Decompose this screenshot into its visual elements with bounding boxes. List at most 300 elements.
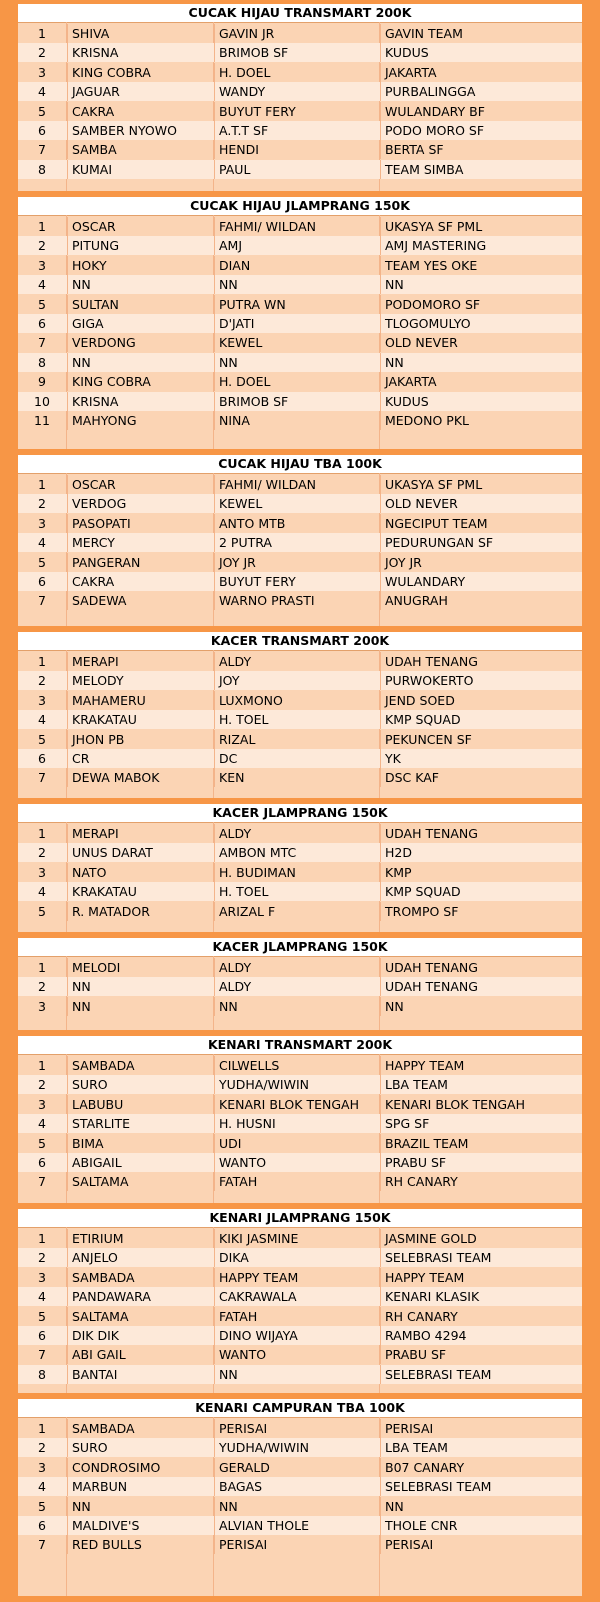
rank-cell: 3 (38, 692, 46, 708)
team-cell: KMP SQUAD (380, 710, 582, 729)
bird-name-cell: CAKRA (67, 572, 217, 591)
owner-cell: FAHMI/ WILDAN (214, 217, 383, 236)
team-cell: UKASYA SF PML (380, 217, 582, 236)
owner-cell: DINO WIJAYA (214, 1326, 383, 1345)
rank-cell: 5 (38, 731, 46, 747)
category-title: CUCAK HIJAU TRANSMART 200K (18, 4, 582, 23)
team-cell: PERISAI (380, 1419, 582, 1438)
owner-cell: H. HUSNI (214, 1114, 383, 1133)
owner-cell: KEN (214, 768, 383, 787)
rank-cell: 6 (38, 751, 46, 766)
owner-cell: JOY (214, 671, 383, 690)
owner-cell: BUYUT FERY (214, 102, 383, 121)
table-row (18, 392, 582, 411)
owner-cell: 2 PUTRA (214, 533, 383, 552)
bird-name-cell: SAMBADA (67, 1056, 217, 1075)
owner-cell: GERALD (214, 1458, 383, 1477)
category-title: KENARI TRANSMART 200K (18, 1036, 582, 1055)
team-cell: NN (380, 1497, 582, 1516)
rank-cell: 3 (38, 515, 46, 531)
team-cell: KUDUS (380, 43, 582, 62)
bird-name-cell: ABI GAIL (67, 1345, 217, 1364)
team-cell: YK (380, 749, 582, 768)
bird-name-cell: SALTAMA (67, 1307, 217, 1326)
table-row (18, 1229, 582, 1248)
owner-cell: YUDHA/WIWIN (214, 1075, 383, 1094)
bird-name-cell: DEWA MABOK (67, 768, 217, 787)
rank-cell: 1 (38, 477, 46, 492)
rank-cell: 4 (38, 535, 46, 551)
bird-name-cell: R. MATADOR (67, 902, 217, 921)
category-title: KENARI CAMPURAN TBA 100K (18, 1399, 582, 1418)
bird-name-cell: GIGA (67, 314, 217, 333)
team-cell: PERISAI (380, 1535, 582, 1554)
table-row (18, 514, 582, 533)
rank-cell: 1 (38, 1421, 46, 1436)
rank-cell: 5 (38, 1308, 46, 1324)
team-cell: GAVIN TEAM (380, 24, 582, 43)
bird-name-cell: SAMBER NYOWO (67, 121, 217, 140)
owner-cell: NN (214, 1497, 383, 1516)
table-row (18, 1458, 582, 1477)
owner-cell: H. TOEL (214, 882, 383, 901)
rank-cell: 1 (38, 826, 46, 841)
rank-cell: 8 (38, 1366, 46, 1382)
team-cell: UKASYA SF PML (380, 475, 582, 494)
bird-name-cell: MARBUN (67, 1477, 217, 1496)
table-row (18, 572, 582, 591)
bird-name-cell: PANDAWARA (67, 1287, 217, 1306)
table-row (18, 121, 582, 140)
team-cell: KENARI BLOK TENGAH (380, 1095, 582, 1114)
table-row (18, 958, 582, 977)
rank-cell: 2 (38, 845, 46, 861)
owner-cell: H. DOEL (214, 63, 383, 82)
rank-cell: 4 (38, 1116, 46, 1132)
team-cell: PODO MORO SF (380, 121, 582, 140)
owner-cell: NN (214, 997, 383, 1016)
category-title: KACER TRANSMART 200K (18, 632, 582, 651)
category-title: KACER JLAMPRANG 150K (18, 938, 582, 957)
rank-cell: 1 (38, 26, 46, 41)
bird-name-cell: ABIGAIL (67, 1153, 217, 1172)
owner-cell: ALDY (214, 824, 383, 843)
rank-cell: 1 (38, 1231, 46, 1246)
category-block (18, 632, 582, 798)
owner-cell: AMBON MTC (214, 843, 383, 862)
owner-cell: HAPPY TEAM (214, 1268, 383, 1287)
team-cell: PRABU SF (380, 1153, 582, 1172)
owner-cell: NN (214, 1365, 383, 1384)
bird-name-cell: SALTAMA (67, 1172, 217, 1191)
bird-name-cell: NN (67, 997, 217, 1016)
table-row (18, 691, 582, 710)
team-cell: PURWOKERTO (380, 671, 582, 690)
team-cell: RH CANARY (380, 1172, 582, 1191)
table-row (18, 1095, 582, 1114)
team-cell: LBA TEAM (380, 1438, 582, 1457)
team-cell: BERTA SF (380, 140, 582, 159)
team-cell: UDAH TENANG (380, 958, 582, 977)
bird-name-cell: KUMAI (67, 160, 217, 179)
team-cell: BRAZIL TEAM (380, 1134, 582, 1153)
owner-cell: GAVIN JR (214, 24, 383, 43)
rank-cell: 6 (38, 316, 46, 331)
owner-cell: RIZAL (214, 730, 383, 749)
team-cell: UDAH TENANG (380, 652, 582, 671)
rank-cell: 4 (38, 1289, 46, 1305)
rank-cell: 4 (38, 84, 46, 100)
bird-name-cell: PANGERAN (67, 553, 217, 572)
table-row (18, 730, 582, 749)
team-cell: RAMBO 4294 (380, 1326, 582, 1345)
bird-name-cell: KRAKATAU (67, 882, 217, 901)
owner-cell: NINA (214, 411, 383, 430)
bird-name-cell: VERDONG (67, 333, 217, 352)
rank-cell: 10 (34, 393, 50, 409)
team-cell: THOLE CNR (380, 1516, 582, 1535)
owner-cell: ALDY (214, 977, 383, 996)
owner-cell: DC (214, 749, 383, 768)
table-row (18, 977, 582, 996)
owner-cell: CILWELLS (214, 1056, 383, 1075)
owner-cell: PERISAI (214, 1535, 383, 1554)
bird-name-cell: OSCAR (67, 475, 217, 494)
table-row (18, 1114, 582, 1133)
rank-cell: 7 (38, 1347, 46, 1363)
bird-name-cell: NATO (67, 863, 217, 882)
table-row (18, 217, 582, 236)
bird-name-cell: NN (67, 353, 217, 372)
bird-name-cell: CAKRA (67, 102, 217, 121)
table-row (18, 652, 582, 671)
table-row (18, 372, 582, 391)
category-block (18, 4, 582, 191)
table-row (18, 533, 582, 552)
team-cell: JASMINE GOLD (380, 1229, 582, 1248)
rank-cell: 2 (38, 673, 46, 689)
team-cell: PURBALINGGA (380, 82, 582, 101)
team-cell: H2D (380, 843, 582, 862)
table-row (18, 1172, 582, 1191)
owner-cell: HENDI (214, 140, 383, 159)
rank-cell: 7 (38, 335, 46, 351)
bird-name-cell: OSCAR (67, 217, 217, 236)
owner-cell: PUTRA WN (214, 295, 383, 314)
category-block (18, 938, 582, 1030)
table-row (18, 1497, 582, 1516)
table-row (18, 411, 582, 430)
table-row (18, 82, 582, 101)
table-row (18, 1477, 582, 1496)
table-row (18, 671, 582, 690)
team-cell: B07 CANARY (380, 1458, 582, 1477)
rank-cell: 5 (38, 103, 46, 119)
rank-cell: 6 (38, 574, 46, 589)
table-row (18, 494, 582, 513)
owner-cell: WANDY (214, 82, 383, 101)
table-row (18, 43, 582, 62)
category-block (18, 1036, 582, 1203)
owner-cell: FATAH (214, 1172, 383, 1191)
rank-cell: 6 (38, 1518, 46, 1533)
rank-cell: 5 (38, 296, 46, 312)
team-cell: SPG SF (380, 1114, 582, 1133)
rank-cell: 4 (38, 1479, 46, 1495)
owner-cell: KIKI JASMINE (214, 1229, 383, 1248)
rank-cell: 5 (38, 1135, 46, 1151)
bird-name-cell: NN (67, 275, 217, 294)
rank-cell: 7 (38, 1174, 46, 1190)
table-row (18, 140, 582, 159)
rank-cell: 3 (38, 257, 46, 273)
table-row (18, 1075, 582, 1094)
team-cell: TEAM SIMBA (380, 160, 582, 179)
team-cell: SELEBRASI TEAM (380, 1477, 582, 1496)
table-row (18, 749, 582, 768)
rank-cell: 2 (38, 979, 46, 995)
rank-cell: 3 (38, 64, 46, 80)
rank-cell: 8 (38, 354, 46, 370)
bird-name-cell: BIMA (67, 1134, 217, 1153)
owner-cell: DIAN (214, 256, 383, 275)
bird-name-cell: RED BULLS (67, 1535, 217, 1554)
bird-name-cell: MALDIVE'S (67, 1516, 217, 1535)
bird-name-cell: ANJELO (67, 1248, 217, 1267)
rank-cell: 3 (38, 998, 46, 1014)
rank-cell: 6 (38, 1328, 46, 1343)
team-cell: JEND SOED (380, 691, 582, 710)
owner-cell: ALDY (214, 652, 383, 671)
bird-name-cell: NN (67, 1497, 217, 1516)
rank-cell: 1 (38, 654, 46, 669)
bird-name-cell: SAMBA (67, 140, 217, 159)
table-row (18, 63, 582, 82)
bird-name-cell: LABUBU (67, 1095, 217, 1114)
bird-name-cell: SURO (67, 1075, 217, 1094)
table-row (18, 314, 582, 333)
team-cell: WULANDARY BF (380, 102, 582, 121)
bird-name-cell: SULTAN (67, 295, 217, 314)
owner-cell: ALVIAN THOLE (214, 1516, 383, 1535)
owner-cell: CAKRAWALA (214, 1287, 383, 1306)
bird-name-cell: NN (67, 977, 217, 996)
rank-cell: 7 (38, 1537, 46, 1553)
team-cell: KENARI KLASIK (380, 1287, 582, 1306)
bird-name-cell: MERCY (67, 533, 217, 552)
rank-cell: 1 (38, 960, 46, 975)
owner-cell: ARIZAL F (214, 902, 383, 921)
bird-name-cell: KRISNA (67, 43, 217, 62)
category-block (18, 1399, 582, 1596)
table-row (18, 768, 582, 787)
category-title: KACER JLAMPRANG 150K (18, 804, 582, 823)
owner-cell: BAGAS (214, 1477, 383, 1496)
owner-cell: KEWEL (214, 494, 383, 513)
owner-cell: LUXMONO (214, 691, 383, 710)
rank-cell: 3 (38, 1459, 46, 1475)
team-cell: UDAH TENANG (380, 824, 582, 843)
owner-cell: ANTO MTB (214, 514, 383, 533)
table-row (18, 295, 582, 314)
team-cell: HAPPY TEAM (380, 1268, 582, 1287)
team-cell: PODOMORO SF (380, 295, 582, 314)
owner-cell: FATAH (214, 1307, 383, 1326)
table-row (18, 710, 582, 729)
team-cell: UDAH TENANG (380, 977, 582, 996)
owner-cell: BUYUT FERY (214, 572, 383, 591)
bird-name-cell: PITUNG (67, 236, 217, 255)
category-block (18, 455, 582, 626)
rank-cell: 1 (38, 219, 46, 234)
bird-name-cell: CONDROSIMO (67, 1458, 217, 1477)
bird-name-cell: MELODI (67, 958, 217, 977)
bird-name-cell: MERAPI (67, 652, 217, 671)
category-block (18, 804, 582, 932)
team-cell: HAPPY TEAM (380, 1056, 582, 1075)
owner-cell: WARNO PRASTI (214, 591, 383, 610)
owner-cell: WANTO (214, 1153, 383, 1172)
table-row (18, 275, 582, 294)
rank-cell: 2 (38, 238, 46, 254)
rank-cell: 1 (38, 1058, 46, 1073)
team-cell: PEDURUNGAN SF (380, 533, 582, 552)
team-cell: NN (380, 353, 582, 372)
category-block (18, 1209, 582, 1393)
bird-name-cell: MELODY (67, 671, 217, 690)
team-cell: PRABU SF (380, 1345, 582, 1364)
owner-cell: BRIMOB SF (214, 43, 383, 62)
table-row (18, 1438, 582, 1457)
bird-name-cell: KING COBRA (67, 63, 217, 82)
rank-cell: 7 (38, 142, 46, 158)
team-cell: KUDUS (380, 392, 582, 411)
team-cell: JAKARTA (380, 372, 582, 391)
table-row (18, 353, 582, 372)
owner-cell: KENARI BLOK TENGAH (214, 1095, 383, 1114)
owner-cell: NN (214, 275, 383, 294)
team-cell: KMP SQUAD (380, 882, 582, 901)
bird-name-cell: SAMBADA (67, 1268, 217, 1287)
bird-name-cell: ETIRIUM (67, 1229, 217, 1248)
bird-name-cell: SADEWA (67, 591, 217, 610)
table-row (18, 236, 582, 255)
table-row (18, 591, 582, 610)
team-cell: JAKARTA (380, 63, 582, 82)
table-row (18, 1419, 582, 1438)
bird-name-cell: VERDOG (67, 494, 217, 513)
bird-name-cell: MAHYONG (67, 411, 217, 430)
team-cell: OLD NEVER (380, 333, 582, 352)
owner-cell: D'JATI (214, 314, 383, 333)
owner-cell: BRIMOB SF (214, 392, 383, 411)
owner-cell: H. TOEL (214, 710, 383, 729)
bird-name-cell: UNUS DARAT (67, 843, 217, 862)
rank-cell: 11 (34, 413, 50, 428)
team-cell: SELEBRASI TEAM (380, 1248, 582, 1267)
bird-name-cell: SAMBADA (67, 1419, 217, 1438)
rank-cell: 4 (38, 712, 46, 728)
team-cell: TLOGOMULYO (380, 314, 582, 333)
team-cell: OLD NEVER (380, 494, 582, 513)
bird-name-cell: KRISNA (67, 392, 217, 411)
owner-cell: H. BUDIMAN (214, 863, 383, 882)
rank-cell: 5 (38, 1498, 46, 1514)
bird-name-cell: JAGUAR (67, 82, 217, 101)
rank-cell: 3 (38, 864, 46, 880)
bird-name-cell: CR (67, 749, 217, 768)
rank-cell: 7 (38, 593, 46, 609)
bird-name-cell: SURO (67, 1438, 217, 1457)
bird-name-cell: KRAKATAU (67, 710, 217, 729)
team-cell: RH CANARY (380, 1307, 582, 1326)
table-row (18, 997, 582, 1016)
table-row (18, 102, 582, 121)
table-row (18, 24, 582, 43)
rank-cell: 4 (38, 277, 46, 293)
bird-name-cell: MAHAMERU (67, 691, 217, 710)
team-cell: TROMPO SF (380, 902, 582, 921)
table-row (18, 333, 582, 352)
team-cell: LBA TEAM (380, 1075, 582, 1094)
category-title: CUCAK HIJAU JLAMPRANG 150K (18, 197, 582, 216)
owner-cell: KEWEL (214, 333, 383, 352)
bird-name-cell: SHIVA (67, 24, 217, 43)
owner-cell: H. DOEL (214, 372, 383, 391)
rank-cell: 2 (38, 496, 46, 512)
table-row (18, 824, 582, 843)
table-row (18, 843, 582, 862)
table-row (18, 863, 582, 882)
owner-cell: UDI (214, 1134, 383, 1153)
bird-name-cell: DIK DIK (67, 1326, 217, 1345)
rank-cell: 4 (38, 884, 46, 900)
owner-cell: NN (214, 353, 383, 372)
rank-cell: 6 (38, 123, 46, 138)
owner-cell: JOY JR (214, 553, 383, 572)
owner-cell: AMJ (214, 236, 383, 255)
rank-cell: 9 (38, 374, 46, 390)
team-cell: KMP (380, 863, 582, 882)
owner-cell: DIKA (214, 1248, 383, 1267)
team-cell: NGECIPUT TEAM (380, 514, 582, 533)
table-row (18, 1153, 582, 1172)
owner-cell: ALDY (214, 958, 383, 977)
table-row (18, 256, 582, 275)
table-row (18, 1056, 582, 1075)
team-cell: PEKUNCEN SF (380, 730, 582, 749)
table-row (18, 475, 582, 494)
table-row (18, 553, 582, 572)
owner-cell: WANTO (214, 1345, 383, 1364)
bird-name-cell: STARLITE (67, 1114, 217, 1133)
owner-cell: YUDHA/WIWIN (214, 1438, 383, 1457)
table-row (18, 1268, 582, 1287)
table-row (18, 1326, 582, 1345)
table-row (18, 882, 582, 901)
bird-name-cell: BANTAI (67, 1365, 217, 1384)
table-row (18, 1345, 582, 1364)
bird-name-cell: PASOPATI (67, 514, 217, 533)
category-title: CUCAK HIJAU TBA 100K (18, 455, 582, 474)
bird-name-cell: MERAPI (67, 824, 217, 843)
category-title: KENARI JLAMPRANG 150K (18, 1209, 582, 1228)
rank-cell: 5 (38, 554, 46, 570)
rank-cell: 8 (38, 161, 46, 177)
team-cell: WULANDARY (380, 572, 582, 591)
team-cell: MEDONO PKL (380, 411, 582, 430)
table-row (18, 1516, 582, 1535)
